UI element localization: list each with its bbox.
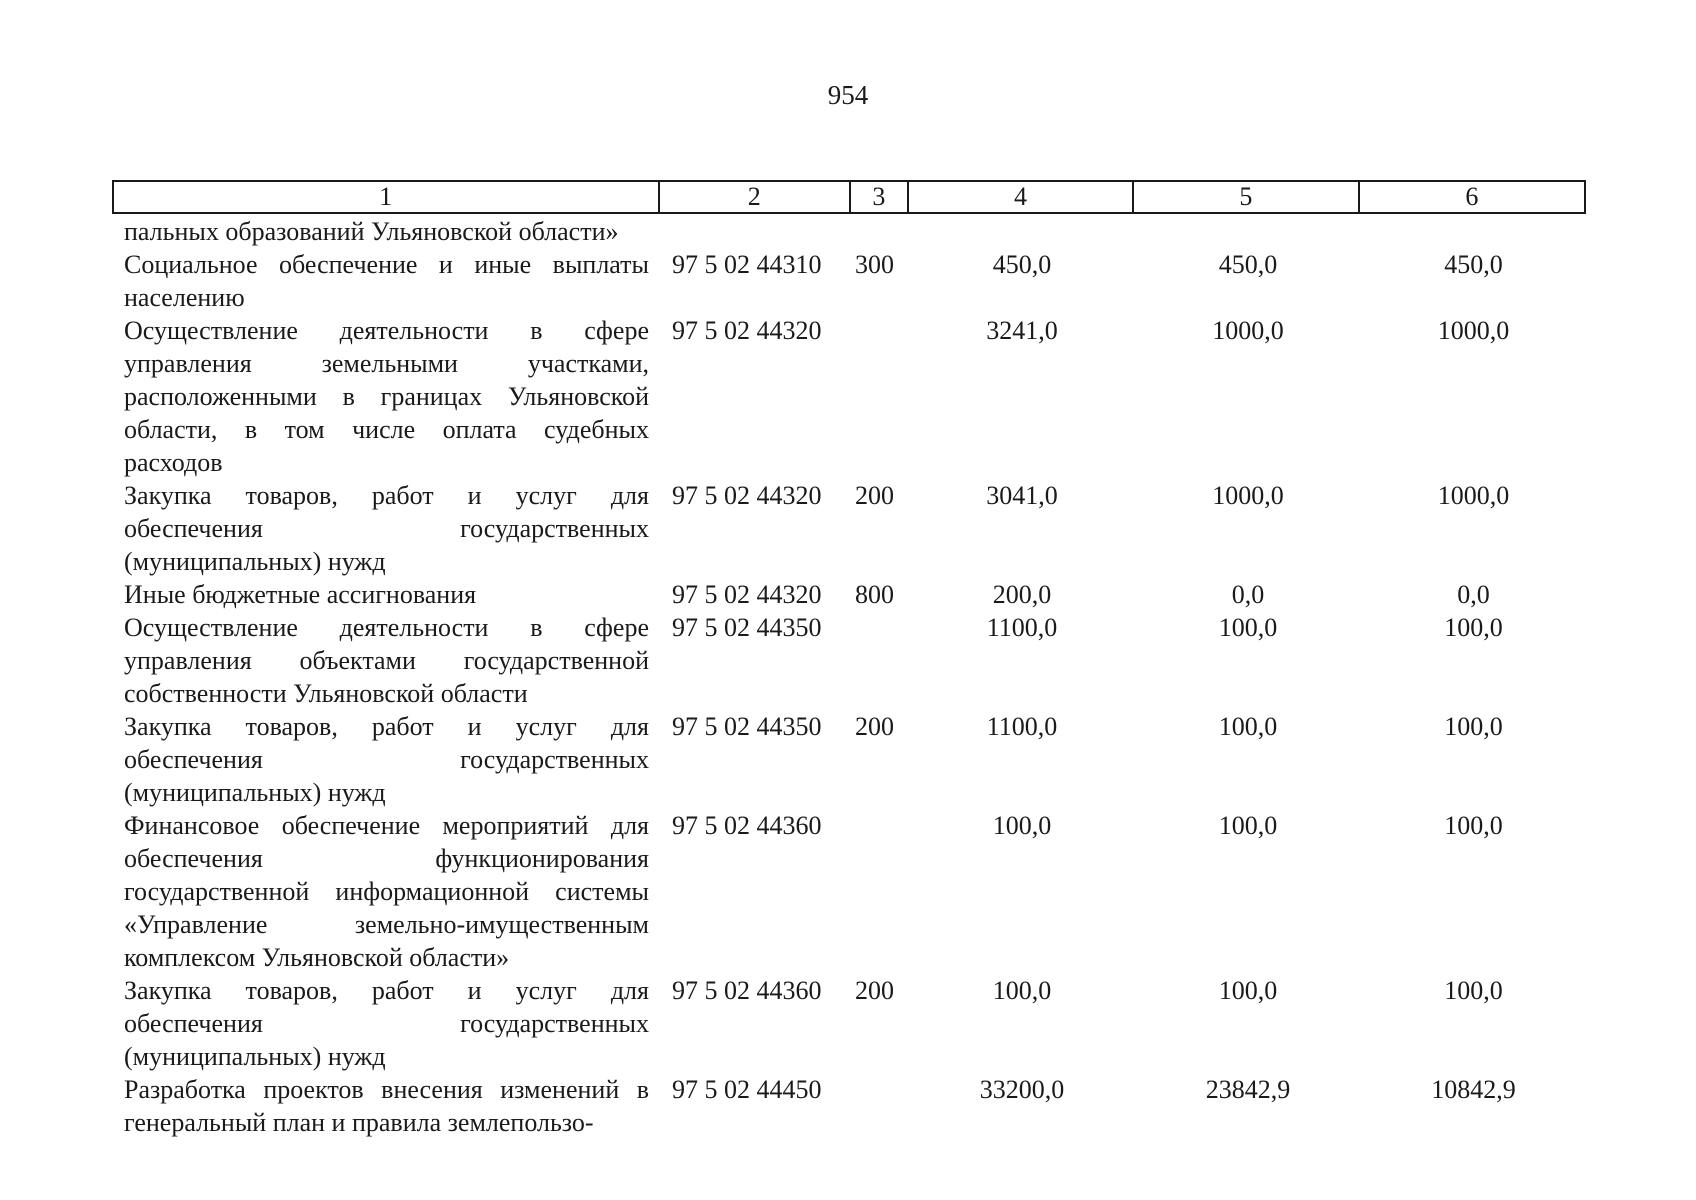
amount-col-6: 1000,0 (1437, 481, 1510, 510)
expense-code: 97 5 02 44310 (672, 250, 822, 279)
amount-col-4 (909, 215, 1135, 248)
amount-col-4: 200,0 (992, 580, 1052, 609)
amount-col-6: 100,0 (1444, 613, 1503, 642)
expense-code: 97 5 02 44320 (672, 481, 822, 510)
amount-col-4: 33200,0 (979, 1075, 1065, 1104)
expense-code: 97 5 02 44320 (672, 580, 822, 609)
amount-col-5: 450,0 (1218, 250, 1278, 279)
expense-code: 97 5 02 44320 (672, 316, 822, 345)
expense-name: Осуществление деятельности в сфере управления земельными участками, расположенными в границах Ульяновской области, в том числе оплата судебных расходов (124, 316, 649, 477)
amount-col-6: 100,0 (1444, 712, 1503, 741)
budget-table (112, 180, 1586, 1139)
amount-col-5: 1000,0 (1212, 481, 1284, 510)
expense-type (851, 215, 909, 248)
expense-name: пальных образований Ульяновской области» (124, 217, 619, 246)
expense-name: Разработка проектов внесения изменений в генеральный план и правила землепользо- (124, 1075, 649, 1137)
expense-type: 200 (855, 712, 894, 741)
amount-col-5: 1000,0 (1212, 316, 1284, 345)
table-row (112, 215, 1586, 248)
expense-name: Закупка товаров, работ и услуг для обеспечения государственных (муниципальных) нужд (124, 481, 649, 576)
column-header-6: 6 (1465, 182, 1479, 211)
amount-col-4: 1100,0 (986, 712, 1058, 741)
table-row (112, 974, 1586, 1073)
table-row (112, 809, 1586, 974)
expense-name: Иные бюджетные ассигнования (124, 580, 477, 609)
amount-col-6 (1361, 215, 1586, 248)
table-row (112, 248, 1586, 314)
amount-col-6: 10842,9 (1431, 1075, 1516, 1104)
column-header-3: 3 (851, 182, 909, 212)
table-body (112, 214, 1586, 1139)
expense-code (659, 215, 851, 248)
expense-type (851, 611, 909, 710)
column-header-5: 5 (1134, 182, 1359, 212)
expense-code: 97 5 02 44450 (672, 1075, 822, 1104)
expense-name: Закупка товаров, работ и услуг для обеспечения государственных (муниципальных) нужд (124, 976, 649, 1071)
amount-col-5: 100,0 (1218, 811, 1278, 840)
expense-code: 97 5 02 44350 (672, 712, 822, 741)
amount-col-5: 100,0 (1218, 613, 1278, 642)
amount-col-4: 100,0 (992, 811, 1052, 840)
amount-col-4: 100,0 (992, 976, 1052, 1005)
amount-col-4: 3041,0 (986, 481, 1058, 510)
table-row (112, 611, 1586, 710)
expense-type: 200 (855, 976, 894, 1005)
expense-code: 97 5 02 44350 (672, 613, 822, 642)
expense-name: Закупка товаров, работ и услуг для обеспечения государственных (муниципальных) нужд (124, 712, 649, 807)
amount-col-5 (1135, 215, 1361, 248)
column-header-2: 2 (660, 182, 851, 212)
amount-col-5: 0,0 (1231, 580, 1265, 609)
expense-name: Финансовое обеспечение мероприятий для обеспечения функционирования государственной информационной системы «Управление земельно-имущественным комплексом Ульяновской области» (124, 811, 649, 972)
expense-type (851, 1073, 909, 1139)
amount-col-6: 1000,0 (1437, 316, 1510, 345)
expense-code: 97 5 02 44360 (672, 811, 822, 840)
amount-col-4: 3241,0 (986, 316, 1058, 345)
table-row (112, 314, 1586, 479)
amount-col-6: 100,0 (1444, 976, 1503, 1005)
expense-name: Осуществление деятельности в сфере управления объектами государственной собственности Ульяновской области (124, 613, 649, 708)
column-header-4: 4 (909, 182, 1134, 212)
expense-type: 300 (855, 250, 894, 279)
amount-col-4: 1100,0 (986, 613, 1058, 642)
amount-col-6: 0,0 (1457, 580, 1490, 609)
amount-col-6: 100,0 (1444, 811, 1503, 840)
expense-name: Социальное обеспечение и иные выплаты населению (124, 250, 649, 312)
expense-type: 200 (855, 481, 894, 510)
amount-col-5: 23842,9 (1205, 1075, 1291, 1104)
column-header-1: 1 (114, 182, 660, 212)
table-header-row (112, 180, 1586, 214)
expense-type (851, 314, 909, 479)
table-row (112, 1073, 1586, 1139)
page-number: 954 (827, 80, 869, 110)
expense-code: 97 5 02 44360 (672, 976, 822, 1005)
table-row (112, 479, 1586, 578)
expense-type (851, 809, 909, 974)
amount-col-6: 450,0 (1444, 250, 1503, 279)
expense-type: 800 (855, 580, 894, 609)
amount-col-4: 450,0 (992, 250, 1052, 279)
table-row (112, 710, 1586, 809)
amount-col-5: 100,0 (1218, 712, 1278, 741)
table-row (112, 578, 1586, 611)
amount-col-5: 100,0 (1218, 976, 1278, 1005)
